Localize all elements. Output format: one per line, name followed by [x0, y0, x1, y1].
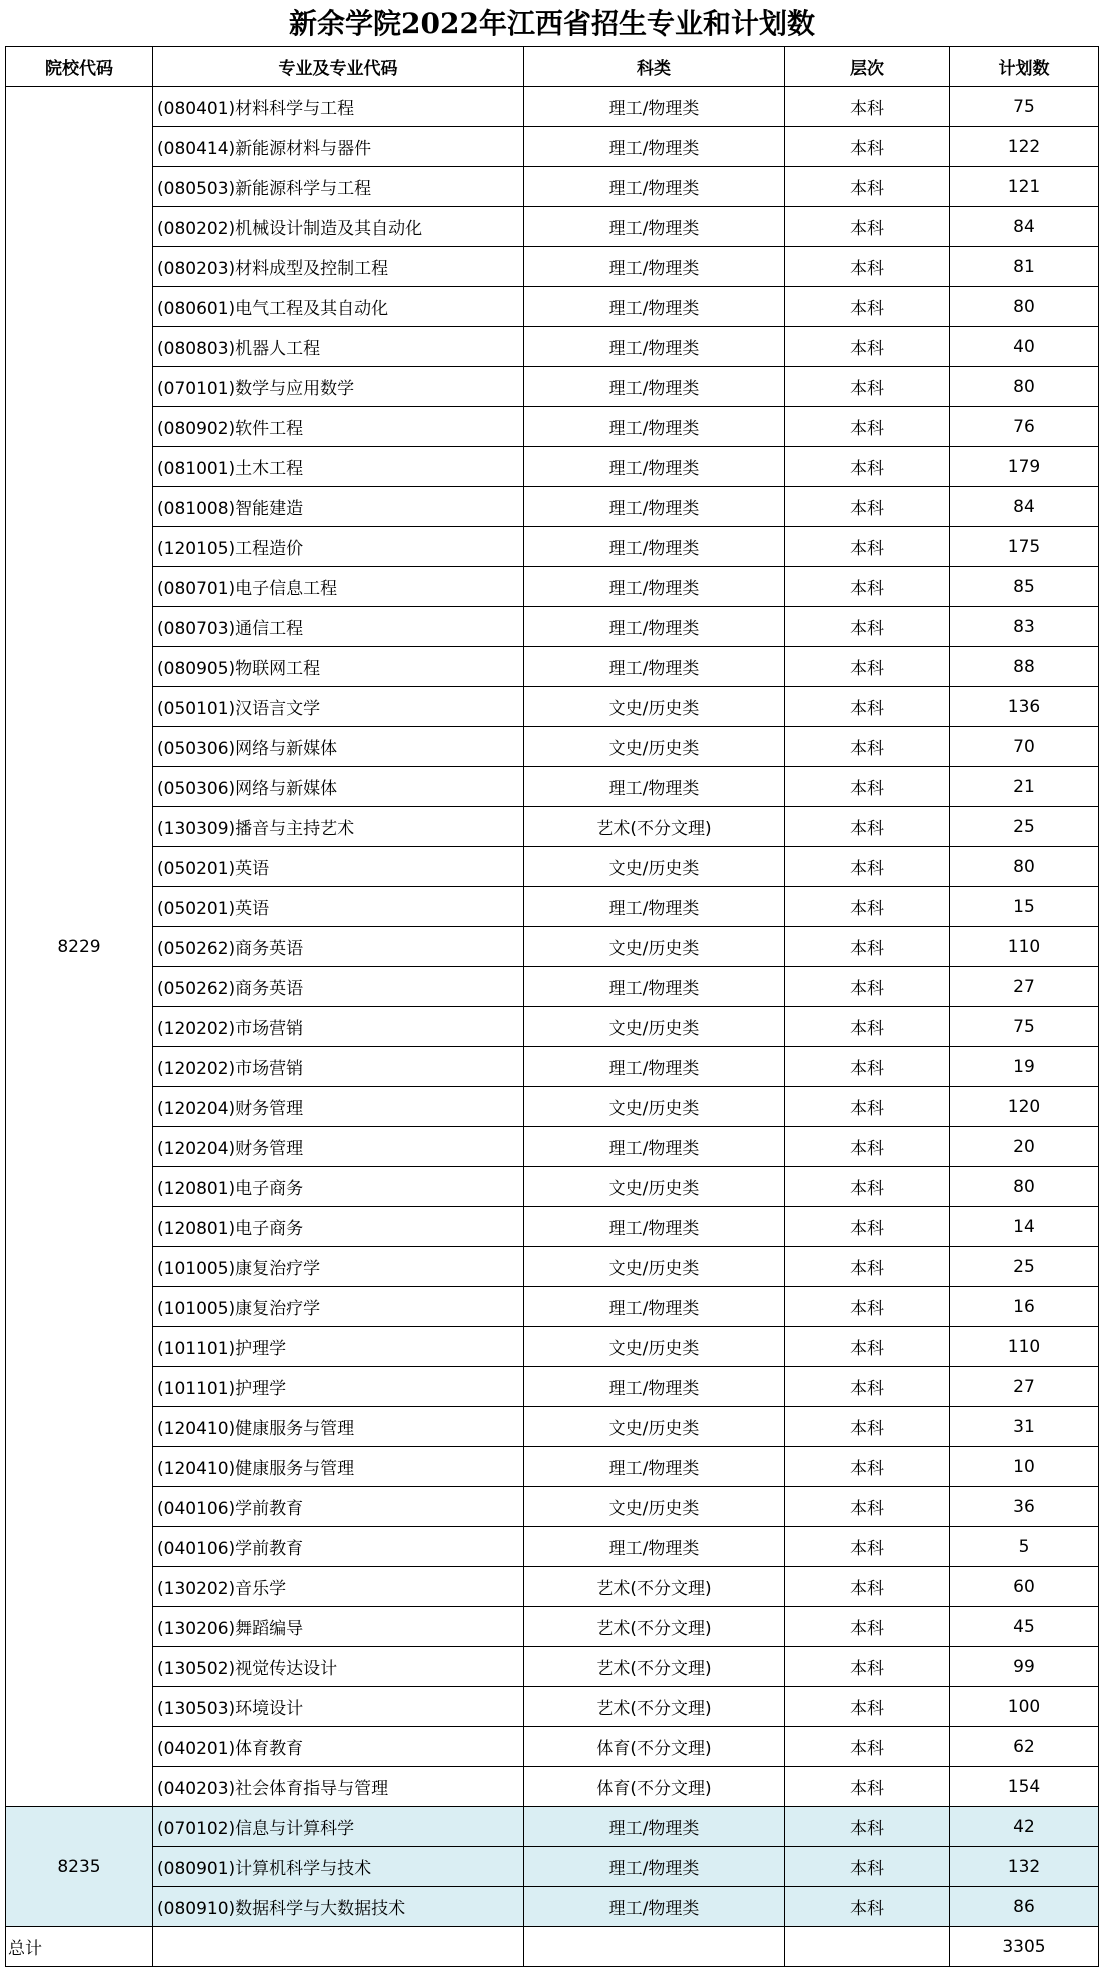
category-cell: 理工/物理类 [524, 767, 785, 807]
plan-cell: 179 [950, 447, 1099, 487]
table-row [6, 167, 1099, 207]
category-cell: 艺术(不分文理) [524, 1687, 785, 1727]
major-cell: (080703)通信工程 [153, 607, 524, 647]
plan-cell: 80 [950, 1167, 1099, 1207]
table-row [6, 1447, 1099, 1487]
major-cell: (080902)软件工程 [153, 407, 524, 447]
major-cell: (080601)电气工程及其自动化 [153, 287, 524, 327]
table-row [6, 607, 1099, 647]
major-cell: (120204)财务管理 [153, 1127, 524, 1167]
category-cell: 理工/物理类 [524, 447, 785, 487]
school-code-cell: 8229 [6, 87, 153, 1807]
plan-cell: 84 [950, 487, 1099, 527]
major-cell: (120801)电子商务 [153, 1207, 524, 1247]
major-cell: (101005)康复治疗学 [153, 1247, 524, 1287]
category-cell: 文史/历史类 [524, 1407, 785, 1447]
table-row [6, 127, 1099, 167]
total-empty-cell [153, 1927, 524, 1967]
category-cell: 理工/物理类 [524, 1887, 785, 1927]
level-cell: 本科 [785, 807, 950, 847]
plan-cell: 20 [950, 1127, 1099, 1167]
category-cell: 理工/物理类 [524, 647, 785, 687]
page-title: 新余学院2022年江西省招生专业和计划数 [289, 7, 815, 40]
plan-cell: 14 [950, 1207, 1099, 1247]
category-cell: 理工/物理类 [524, 1287, 785, 1327]
major-cell: (070101)数学与应用数学 [153, 367, 524, 407]
plan-cell: 25 [950, 807, 1099, 847]
level-cell: 本科 [785, 1007, 950, 1047]
total-row [6, 1927, 1099, 1967]
level-cell: 本科 [785, 1847, 950, 1887]
table-row [6, 1887, 1099, 1927]
table-row [6, 367, 1099, 407]
header-category: 科类 [524, 47, 785, 87]
major-cell: (050306)网络与新媒体 [153, 727, 524, 767]
major-cell: (050262)商务英语 [153, 967, 524, 1007]
level-cell: 本科 [785, 1327, 950, 1367]
level-cell: 本科 [785, 1647, 950, 1687]
major-cell: (130206)舞蹈编导 [153, 1607, 524, 1647]
plan-cell: 80 [950, 287, 1099, 327]
plan-cell: 27 [950, 967, 1099, 1007]
category-cell: 理工/物理类 [524, 207, 785, 247]
category-cell: 文史/历史类 [524, 1087, 785, 1127]
level-cell: 本科 [785, 1887, 950, 1927]
category-cell: 文史/历史类 [524, 1487, 785, 1527]
level-cell: 本科 [785, 1087, 950, 1127]
category-cell: 文史/历史类 [524, 847, 785, 887]
plan-cell: 136 [950, 687, 1099, 727]
table-body [6, 87, 1099, 1967]
plan-cell: 42 [950, 1807, 1099, 1847]
plan-cell: 15 [950, 887, 1099, 927]
level-cell: 本科 [785, 207, 950, 247]
category-cell: 文史/历史类 [524, 1327, 785, 1367]
category-cell: 文史/历史类 [524, 687, 785, 727]
major-cell: (080701)电子信息工程 [153, 567, 524, 607]
level-cell: 本科 [785, 487, 950, 527]
category-cell: 理工/物理类 [524, 87, 785, 127]
plan-cell: 84 [950, 207, 1099, 247]
major-cell: (040106)学前教育 [153, 1487, 524, 1527]
table-row [6, 567, 1099, 607]
header-school-code: 院校代码 [6, 47, 153, 87]
major-cell: (130309)播音与主持艺术 [153, 807, 524, 847]
table-row [6, 847, 1099, 887]
category-cell: 理工/物理类 [524, 527, 785, 567]
table-row [6, 967, 1099, 1007]
category-cell: 文史/历史类 [524, 927, 785, 967]
level-cell: 本科 [785, 127, 950, 167]
major-cell: (120204)财务管理 [153, 1087, 524, 1127]
level-cell: 本科 [785, 327, 950, 367]
table-row [6, 527, 1099, 567]
major-cell: (040106)学前教育 [153, 1527, 524, 1567]
plan-cell: 85 [950, 567, 1099, 607]
category-cell: 理工/物理类 [524, 127, 785, 167]
table-row [6, 1207, 1099, 1247]
major-cell: (080910)数据科学与大数据技术 [153, 1887, 524, 1927]
major-cell: (120410)健康服务与管理 [153, 1407, 524, 1447]
table-row [6, 1487, 1099, 1527]
category-cell: 文史/历史类 [524, 727, 785, 767]
category-cell: 艺术(不分文理) [524, 807, 785, 847]
level-cell: 本科 [785, 1367, 950, 1407]
plan-cell: 99 [950, 1647, 1099, 1687]
total-label: 总计 [6, 1927, 153, 1967]
table-row [6, 887, 1099, 927]
category-cell: 艺术(不分文理) [524, 1607, 785, 1647]
category-cell: 理工/物理类 [524, 367, 785, 407]
plan-cell: 19 [950, 1047, 1099, 1087]
plan-cell: 110 [950, 927, 1099, 967]
level-cell: 本科 [785, 727, 950, 767]
major-cell: (081008)智能建造 [153, 487, 524, 527]
level-cell: 本科 [785, 847, 950, 887]
category-cell: 理工/物理类 [524, 287, 785, 327]
level-cell: 本科 [785, 607, 950, 647]
table-row [6, 87, 1099, 127]
table-row [6, 1167, 1099, 1207]
level-cell: 本科 [785, 767, 950, 807]
table-row [6, 207, 1099, 247]
table-row [6, 687, 1099, 727]
level-cell: 本科 [785, 1807, 950, 1847]
level-cell: 本科 [785, 1487, 950, 1527]
table-row [6, 1007, 1099, 1047]
plan-cell: 62 [950, 1727, 1099, 1767]
plan-cell: 175 [950, 527, 1099, 567]
major-cell: (130503)环境设计 [153, 1687, 524, 1727]
category-cell: 艺术(不分文理) [524, 1647, 785, 1687]
level-cell: 本科 [785, 247, 950, 287]
enrollment-plan-table [5, 46, 1099, 1967]
major-cell: (120105)工程造价 [153, 527, 524, 567]
level-cell: 本科 [785, 887, 950, 927]
plan-cell: 121 [950, 167, 1099, 207]
header-plan: 计划数 [950, 47, 1099, 87]
plan-cell: 75 [950, 1007, 1099, 1047]
level-cell: 本科 [785, 447, 950, 487]
table-row [6, 1127, 1099, 1167]
level-cell: 本科 [785, 1127, 950, 1167]
table-row [6, 327, 1099, 367]
plan-cell: 10 [950, 1447, 1099, 1487]
major-cell: (050306)网络与新媒体 [153, 767, 524, 807]
category-cell: 理工/物理类 [524, 247, 785, 287]
category-cell: 理工/物理类 [524, 1127, 785, 1167]
category-cell: 理工/物理类 [524, 1807, 785, 1847]
category-cell: 理工/物理类 [524, 567, 785, 607]
category-cell: 理工/物理类 [524, 1847, 785, 1887]
table-row [6, 807, 1099, 847]
plan-cell: 86 [950, 1887, 1099, 1927]
table-row [6, 767, 1099, 807]
major-cell: (040201)体育教育 [153, 1727, 524, 1767]
category-cell: 体育(不分文理) [524, 1767, 785, 1807]
plan-cell: 70 [950, 727, 1099, 767]
level-cell: 本科 [785, 407, 950, 447]
plan-cell: 76 [950, 407, 1099, 447]
major-cell: (081001)土木工程 [153, 447, 524, 487]
table-row [6, 1807, 1099, 1847]
category-cell: 理工/物理类 [524, 407, 785, 447]
table-row [6, 1287, 1099, 1327]
table-row [6, 927, 1099, 967]
category-cell: 理工/物理类 [524, 167, 785, 207]
major-cell: (080414)新能源材料与器件 [153, 127, 524, 167]
plan-cell: 122 [950, 127, 1099, 167]
table-row [6, 447, 1099, 487]
major-cell: (040203)社会体育指导与管理 [153, 1767, 524, 1807]
level-cell: 本科 [785, 967, 950, 1007]
table-row [6, 1087, 1099, 1127]
level-cell: 本科 [785, 687, 950, 727]
table-row [6, 1407, 1099, 1447]
level-cell: 本科 [785, 1047, 950, 1087]
level-cell: 本科 [785, 367, 950, 407]
table-row [6, 1567, 1099, 1607]
table-header-row [6, 47, 1099, 87]
major-cell: (080203)材料成型及控制工程 [153, 247, 524, 287]
major-cell: (101101)护理学 [153, 1327, 524, 1367]
level-cell: 本科 [785, 567, 950, 607]
major-cell: (101101)护理学 [153, 1367, 524, 1407]
level-cell: 本科 [785, 167, 950, 207]
table-row [6, 1647, 1099, 1687]
plan-cell: 120 [950, 1087, 1099, 1127]
table-row [6, 1247, 1099, 1287]
level-cell: 本科 [785, 527, 950, 567]
level-cell: 本科 [785, 1607, 950, 1647]
major-cell: (080901)计算机科学与技术 [153, 1847, 524, 1887]
total-value: 3305 [950, 1927, 1099, 1967]
category-cell: 文史/历史类 [524, 1007, 785, 1047]
plan-cell: 31 [950, 1407, 1099, 1447]
plan-cell: 100 [950, 1687, 1099, 1727]
major-cell: (080905)物联网工程 [153, 647, 524, 687]
major-cell: (101005)康复治疗学 [153, 1287, 524, 1327]
major-cell: (050101)汉语言文学 [153, 687, 524, 727]
category-cell: 理工/物理类 [524, 327, 785, 367]
plan-cell: 83 [950, 607, 1099, 647]
table-row [6, 287, 1099, 327]
category-cell: 理工/物理类 [524, 1207, 785, 1247]
plan-cell: 80 [950, 847, 1099, 887]
plan-cell: 110 [950, 1327, 1099, 1367]
level-cell: 本科 [785, 1727, 950, 1767]
level-cell: 本科 [785, 927, 950, 967]
major-cell: (120202)市场营销 [153, 1007, 524, 1047]
plan-cell: 60 [950, 1567, 1099, 1607]
level-cell: 本科 [785, 1527, 950, 1567]
level-cell: 本科 [785, 287, 950, 327]
category-cell: 文史/历史类 [524, 1247, 785, 1287]
level-cell: 本科 [785, 1407, 950, 1447]
plan-cell: 40 [950, 327, 1099, 367]
level-cell: 本科 [785, 1687, 950, 1727]
major-cell: (130202)音乐学 [153, 1567, 524, 1607]
major-cell: (120410)健康服务与管理 [153, 1447, 524, 1487]
header-level: 层次 [785, 47, 950, 87]
plan-cell: 16 [950, 1287, 1099, 1327]
header-major: 专业及专业代码 [153, 47, 524, 87]
table-row [6, 1847, 1099, 1887]
total-empty-cell [524, 1927, 785, 1967]
plan-cell: 80 [950, 367, 1099, 407]
table-row [6, 407, 1099, 447]
major-cell: (080401)材料科学与工程 [153, 87, 524, 127]
plan-cell: 75 [950, 87, 1099, 127]
level-cell: 本科 [785, 1207, 950, 1247]
major-cell: (080503)新能源科学与工程 [153, 167, 524, 207]
major-cell: (120801)电子商务 [153, 1167, 524, 1207]
level-cell: 本科 [785, 1567, 950, 1607]
category-cell: 体育(不分文理) [524, 1727, 785, 1767]
category-cell: 文史/历史类 [524, 1167, 785, 1207]
category-cell: 理工/物理类 [524, 1367, 785, 1407]
plan-cell: 45 [950, 1607, 1099, 1647]
category-cell: 理工/物理类 [524, 1527, 785, 1567]
table-row [6, 487, 1099, 527]
plan-cell: 132 [950, 1847, 1099, 1887]
table-row [6, 1607, 1099, 1647]
category-cell: 理工/物理类 [524, 887, 785, 927]
major-cell: (050262)商务英语 [153, 927, 524, 967]
major-cell: (080803)机器人工程 [153, 327, 524, 367]
category-cell: 理工/物理类 [524, 967, 785, 1007]
table-row [6, 1687, 1099, 1727]
school-code-cell: 8235 [6, 1807, 153, 1927]
plan-cell: 81 [950, 247, 1099, 287]
plan-cell: 36 [950, 1487, 1099, 1527]
category-cell: 艺术(不分文理) [524, 1567, 785, 1607]
table-row [6, 1527, 1099, 1567]
major-cell: (080202)机械设计制造及其自动化 [153, 207, 524, 247]
level-cell: 本科 [785, 87, 950, 127]
category-cell: 理工/物理类 [524, 487, 785, 527]
table-row [6, 247, 1099, 287]
table-row [6, 727, 1099, 767]
level-cell: 本科 [785, 1167, 950, 1207]
table-row [6, 1367, 1099, 1407]
level-cell: 本科 [785, 1447, 950, 1487]
level-cell: 本科 [785, 647, 950, 687]
category-cell: 理工/物理类 [524, 1047, 785, 1087]
table-row [6, 1727, 1099, 1767]
major-cell: (120202)市场营销 [153, 1047, 524, 1087]
table-row [6, 647, 1099, 687]
level-cell: 本科 [785, 1247, 950, 1287]
major-cell: (130502)视觉传达设计 [153, 1647, 524, 1687]
total-empty-cell [785, 1927, 950, 1967]
major-cell: (050201)英语 [153, 847, 524, 887]
table-row [6, 1767, 1099, 1807]
category-cell: 理工/物理类 [524, 607, 785, 647]
plan-cell: 5 [950, 1527, 1099, 1567]
level-cell: 本科 [785, 1767, 950, 1807]
major-cell: (070102)信息与计算科学 [153, 1807, 524, 1847]
plan-cell: 154 [950, 1767, 1099, 1807]
category-cell: 理工/物理类 [524, 1447, 785, 1487]
table-row [6, 1327, 1099, 1367]
level-cell: 本科 [785, 1287, 950, 1327]
major-cell: (050201)英语 [153, 887, 524, 927]
table-row [6, 1047, 1099, 1087]
plan-cell: 21 [950, 767, 1099, 807]
plan-cell: 88 [950, 647, 1099, 687]
plan-cell: 25 [950, 1247, 1099, 1287]
plan-cell: 27 [950, 1367, 1099, 1407]
